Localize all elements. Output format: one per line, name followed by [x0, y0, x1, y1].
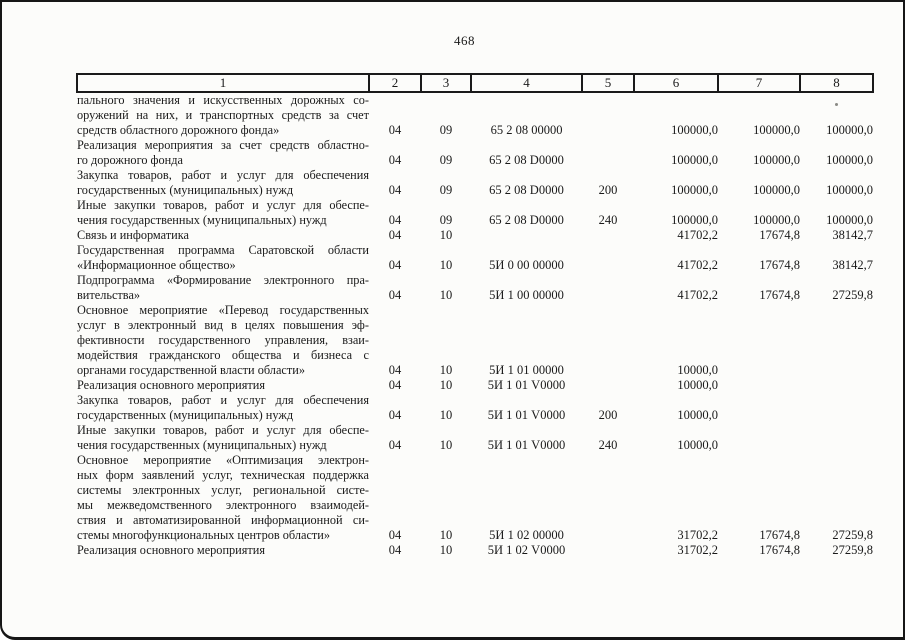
razdel-code: 04 — [388, 228, 402, 242]
expense-name: Основное мероприятие «Оптимизация электрон- ных форм заявлений услуг, техническая поддержка системы электронных услуг, региональной систе- мы межведомственного электронного взаимодей- ствия и автоматизированной информационной си- стемы многофункциональных центров области» — [77, 453, 369, 542]
amount-year-2: 17674,8 — [759, 288, 800, 302]
target-article-code: 65 2 08 D0000 — [489, 183, 564, 197]
expense-type-code — [582, 273, 634, 303]
table-row — [77, 303, 873, 378]
amount-year-3 — [800, 423, 873, 453]
razdel-code: 04 — [388, 183, 402, 197]
podrazdel-code: 09 — [439, 123, 453, 137]
col-header-5: 5 — [582, 74, 634, 92]
target-article-code: 5И 1 01 00000 — [489, 363, 564, 377]
amount-year-1: 100000,0 — [671, 183, 718, 197]
expense-name: Реализация основного мероприятия — [77, 543, 266, 557]
table-row — [77, 243, 873, 273]
amount-year-1: 10000,0 — [677, 408, 718, 422]
razdel-code: 04 — [388, 123, 402, 137]
amount-year-3: 38142,7 — [832, 228, 873, 242]
expense-name: Подпрограмма «Формирование электронного пра- вительства» — [77, 273, 369, 302]
target-article-code: 5И 1 02 V0000 — [487, 543, 566, 557]
amount-year-2: 17674,8 — [759, 228, 800, 242]
amount-year-1: 31702,2 — [677, 543, 718, 557]
amount-year-3 — [800, 378, 873, 393]
razdel-code: 04 — [388, 288, 402, 302]
amount-year-2 — [718, 303, 800, 378]
expense-type-code — [582, 543, 634, 558]
col-header-8: 8 — [800, 74, 873, 92]
expense-name: Связь и информатика — [77, 228, 189, 242]
col-header-2: 2 — [369, 74, 421, 92]
target-article-code: 5И 0 00 00000 — [489, 258, 564, 272]
amount-year-3: 27259,8 — [832, 543, 873, 557]
amount-year-1: 100000,0 — [671, 153, 718, 167]
podrazdel-code: 10 — [439, 528, 453, 542]
table-header-row — [77, 74, 873, 92]
expense-type-code: 200 — [598, 408, 618, 422]
podrazdel-code: 09 — [439, 153, 453, 167]
podrazdel-code: 09 — [439, 213, 453, 227]
expense-type-code: 240 — [598, 213, 618, 227]
amount-year-1: 10000,0 — [677, 378, 718, 392]
amount-year-1: 31702,2 — [677, 528, 718, 542]
amount-year-1: 41702,2 — [677, 288, 718, 302]
col-header-7: 7 — [718, 74, 800, 92]
col-header-6: 6 — [634, 74, 718, 92]
expense-name: пального значения и искусственных дорожных со- оружений на них, и транспортных средств за счет средств областного дорожного фонда» — [77, 93, 369, 137]
col-header-1: 1 — [77, 74, 369, 92]
amount-year-2: 100000,0 — [753, 123, 800, 137]
podrazdel-code: 10 — [439, 363, 453, 377]
table-row — [77, 168, 873, 198]
podrazdel-code: 10 — [439, 543, 453, 557]
amount-year-3: 100000,0 — [826, 123, 873, 137]
razdel-code: 04 — [388, 543, 402, 557]
expense-type-code — [582, 138, 634, 168]
expense-name: Иные закупки товаров, работ и услуг для обеспе- чения государственных (муниципальных) нужд — [77, 198, 369, 227]
amount-year-3: 100000,0 — [826, 183, 873, 197]
expense-name: Закупка товаров, работ и услуг для обеспечения государственных (муниципальных) нужд — [77, 393, 369, 422]
amount-year-2 — [718, 378, 800, 393]
expense-type-code: 200 — [598, 183, 618, 197]
table-row — [77, 543, 873, 558]
table-row — [77, 378, 873, 393]
target-article-code: 5И 1 02 00000 — [489, 528, 564, 542]
expense-type-code — [582, 228, 634, 243]
razdel-code: 04 — [388, 408, 402, 422]
expense-name: Закупка товаров, работ и услуг для обеспечения государственных (муниципальных) нужд — [77, 168, 369, 197]
razdel-code: 04 — [388, 363, 402, 377]
amount-year-1: 10000,0 — [677, 363, 718, 377]
razdel-code: 04 — [388, 258, 402, 272]
amount-year-3: 100000,0 — [826, 153, 873, 167]
podrazdel-code: 10 — [439, 438, 453, 452]
col-header-3: 3 — [421, 74, 471, 92]
amount-year-3: 27259,8 — [832, 288, 873, 302]
amount-year-3 — [800, 393, 873, 423]
razdel-code: 04 — [388, 153, 402, 167]
col-header-4: 4 — [471, 74, 582, 92]
table-row — [77, 273, 873, 303]
amount-year-3: 27259,8 — [832, 528, 873, 542]
target-article-code — [471, 228, 582, 243]
target-article-code: 5И 1 01 V0000 — [487, 378, 566, 392]
amount-year-1: 100000,0 — [671, 213, 718, 227]
expense-name: Реализация основного мероприятия — [77, 378, 266, 392]
table-row — [77, 393, 873, 423]
amount-year-1: 41702,2 — [677, 258, 718, 272]
razdel-code: 04 — [388, 528, 402, 542]
target-article-code: 65 2 08 D0000 — [489, 153, 564, 167]
expense-type-code — [582, 92, 634, 138]
amount-year-3: 100000,0 — [826, 213, 873, 227]
table-row — [77, 198, 873, 228]
target-article-code: 65 2 08 D0000 — [489, 213, 564, 227]
amount-year-3: 38142,7 — [832, 258, 873, 272]
target-article-code: 5И 1 01 V0000 — [487, 408, 566, 422]
podrazdel-code: 09 — [439, 183, 453, 197]
amount-year-3 — [800, 303, 873, 378]
expense-name: Реализация мероприятия за счет средств областно- го дорожного фонда — [77, 138, 369, 167]
podrazdel-code: 10 — [439, 378, 453, 392]
amount-year-1: 100000,0 — [671, 123, 718, 137]
podrazdel-code: 10 — [439, 228, 453, 242]
target-article-code: 5И 1 00 00000 — [489, 288, 564, 302]
table-row — [77, 138, 873, 168]
table-body — [77, 92, 873, 558]
amount-year-1: 41702,2 — [677, 228, 718, 242]
target-article-code: 5И 1 01 V0000 — [487, 438, 566, 452]
expense-name: Государственная программа Саратовской области «Информационное общество» — [77, 243, 369, 272]
table-row — [77, 228, 873, 243]
page-number: 468 — [454, 33, 475, 48]
amount-year-2: 17674,8 — [759, 528, 800, 542]
amount-year-2: 100000,0 — [753, 183, 800, 197]
expense-type-code — [582, 303, 634, 378]
podrazdel-code: 10 — [439, 258, 453, 272]
amount-year-2: 100000,0 — [753, 153, 800, 167]
table-row — [77, 92, 873, 138]
podrazdel-code: 10 — [439, 288, 453, 302]
amount-year-2: 100000,0 — [753, 213, 800, 227]
expense-type-code — [582, 243, 634, 273]
podrazdel-code: 10 — [439, 408, 453, 422]
target-article-code: 65 2 08 00000 — [490, 123, 563, 137]
expense-type-code — [582, 378, 634, 393]
amount-year-1: 10000,0 — [677, 438, 718, 452]
amount-year-2: 17674,8 — [759, 543, 800, 557]
razdel-code: 04 — [388, 378, 402, 392]
expense-type-code — [582, 453, 634, 543]
amount-year-2 — [718, 393, 800, 423]
expense-type-code: 240 — [598, 438, 618, 452]
razdel-code: 04 — [388, 213, 402, 227]
razdel-code: 04 — [388, 438, 402, 452]
budget-table — [76, 73, 874, 558]
amount-year-2 — [718, 423, 800, 453]
table-row — [77, 453, 873, 543]
expense-name: Основное мероприятие «Перевод государственных услуг в электронный вид в целях повышения эф- фективности государственного управления, взаи- модействия гражданского общества и бизнеса с органами государственной власти области» — [77, 303, 369, 377]
expense-name: Иные закупки товаров, работ и услуг для обеспе- чения государственных (муниципальных) нужд — [77, 423, 369, 452]
table-header — [77, 74, 873, 92]
table-row — [77, 423, 873, 453]
amount-year-2: 17674,8 — [759, 258, 800, 272]
